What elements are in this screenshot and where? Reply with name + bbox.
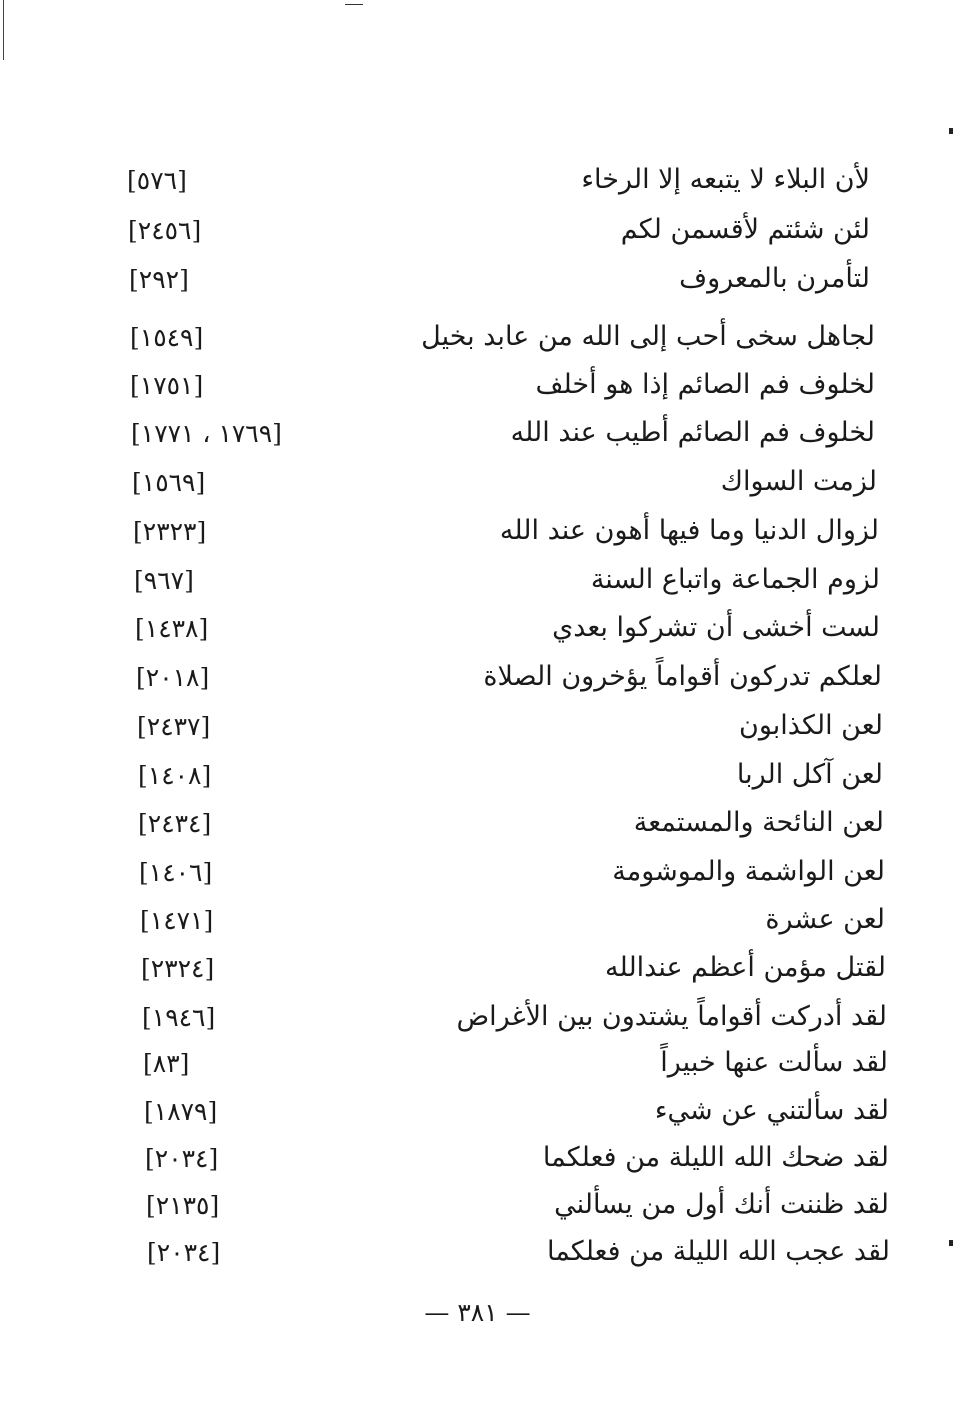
index-row — [0, 605, 955, 651]
hadith-reference: [٢٤٣٧] — [137, 712, 211, 741]
hadith-reference: [٢٠٣٤] — [145, 1144, 219, 1173]
index-row — [0, 1088, 955, 1134]
index-row — [0, 1040, 955, 1086]
index-row — [0, 703, 955, 749]
hadith-phrase: لقد ظننت أنك أول من يسألني — [554, 1189, 889, 1220]
hadith-reference: [١٧٦٩ ، ١٧٧١] — [131, 419, 282, 448]
index-row — [0, 207, 955, 253]
hadith-reference: [١٤٠٦] — [139, 858, 213, 887]
hadith-reference: [٢٣٢٣] — [133, 517, 207, 546]
hadith-reference: [٢٤٣٤] — [138, 809, 212, 838]
hadith-phrase: لزمت السواك — [720, 466, 877, 497]
hadith-phrase: لزوال الدنيا وما فيها أهون عند الله — [499, 515, 879, 546]
hadith-reference: [١٤٠٨] — [138, 761, 212, 790]
hadith-reference: [١٩٤٦] — [142, 1003, 216, 1032]
index-row — [0, 157, 955, 203]
index-row — [0, 362, 955, 408]
hadith-reference: [٩٦٧] — [134, 566, 194, 595]
hadith-reference: [١٥٦٩] — [132, 468, 206, 497]
index-row — [0, 557, 955, 603]
hadith-reference: [١٧٥١] — [130, 371, 204, 400]
hadith-reference: [٢٩٢] — [129, 265, 189, 294]
index-row — [0, 897, 955, 943]
hadith-phrase: لعن النائحة والمستمعة — [633, 807, 884, 838]
hadith-reference: [١٤٣٨] — [135, 614, 209, 643]
hadith-phrase: لست أخشى أن تشركوا بعدي — [552, 612, 880, 643]
index-row — [0, 654, 955, 700]
hadith-phrase: لعلكم تدركون أقواماً يؤخرون الصلاة — [483, 661, 882, 692]
hadith-phrase: لخلوف فم الصائم إذا هو أخلف — [535, 369, 875, 400]
hadith-phrase: لأن البلاء لا يتبعه إلا الرخاء — [581, 164, 870, 195]
index-row — [0, 849, 955, 895]
index-row — [0, 1229, 955, 1275]
page-number: — ٣٨١ — — [424, 1298, 531, 1327]
hadith-phrase: لزوم الجماعة واتباع السنة — [590, 564, 880, 595]
hadith-phrase: لقد ضحك الله الليلة من فعلكما — [542, 1142, 889, 1173]
hadith-reference: [٢٠١٨] — [136, 663, 210, 692]
hadith-reference: [١٨٧٩] — [144, 1097, 218, 1126]
hadith-phrase: لخلوف فم الصائم أطيب عند الله — [510, 417, 875, 448]
hadith-phrase: لتأمرن بالمعروف — [679, 263, 870, 294]
hadith-phrase: لئن شئتم لأقسمن لكم — [620, 214, 870, 245]
hadith-phrase: لجاهل سخى أحب إلى الله من عابد بخيل — [421, 321, 875, 352]
index-row — [0, 1135, 955, 1181]
hadith-reference: [٢٠٣٤] — [147, 1238, 221, 1267]
hadith-phrase: لعن آكل الربا — [736, 759, 883, 790]
index-row — [0, 410, 955, 456]
hadith-phrase: لقد سألت عنها خبيراً — [660, 1047, 888, 1078]
index-row — [0, 752, 955, 798]
hadith-phrase: لقد عجب الله الليلة من فعلكما — [546, 1236, 890, 1267]
index-row — [0, 800, 955, 846]
index-row — [0, 945, 955, 991]
hadith-reference: [٢٣٢٤] — [141, 954, 215, 983]
hadith-phrase: لقد سألتني عن شيء — [654, 1095, 889, 1126]
index-row — [0, 508, 955, 554]
hadith-reference: [١٥٤٩] — [130, 323, 204, 352]
index-row — [0, 314, 955, 360]
hadith-phrase: لقتل مؤمن أعظم عندالله — [605, 952, 886, 983]
hadith-reference: [٥٧٦] — [127, 166, 187, 195]
hadith-reference: [٢١٣٥] — [146, 1191, 220, 1220]
hadith-reference: [٨٣] — [143, 1049, 190, 1078]
index-row — [0, 459, 955, 505]
hadith-phrase: لعن عشرة — [765, 904, 885, 935]
hadith-phrase: لعن الكذابون — [739, 710, 883, 741]
hadith-phrase: لقد أدركت أقواماً يشتدون بين الأغراض — [456, 1001, 887, 1032]
index-row — [0, 1182, 955, 1228]
hadith-reference: [٢٤٥٦] — [128, 216, 202, 245]
index-row — [0, 256, 955, 302]
hadith-reference: [١٤٧١] — [140, 906, 214, 935]
hadith-phrase: لعن الواشمة والموشومة — [612, 856, 885, 887]
index-row — [0, 994, 955, 1040]
